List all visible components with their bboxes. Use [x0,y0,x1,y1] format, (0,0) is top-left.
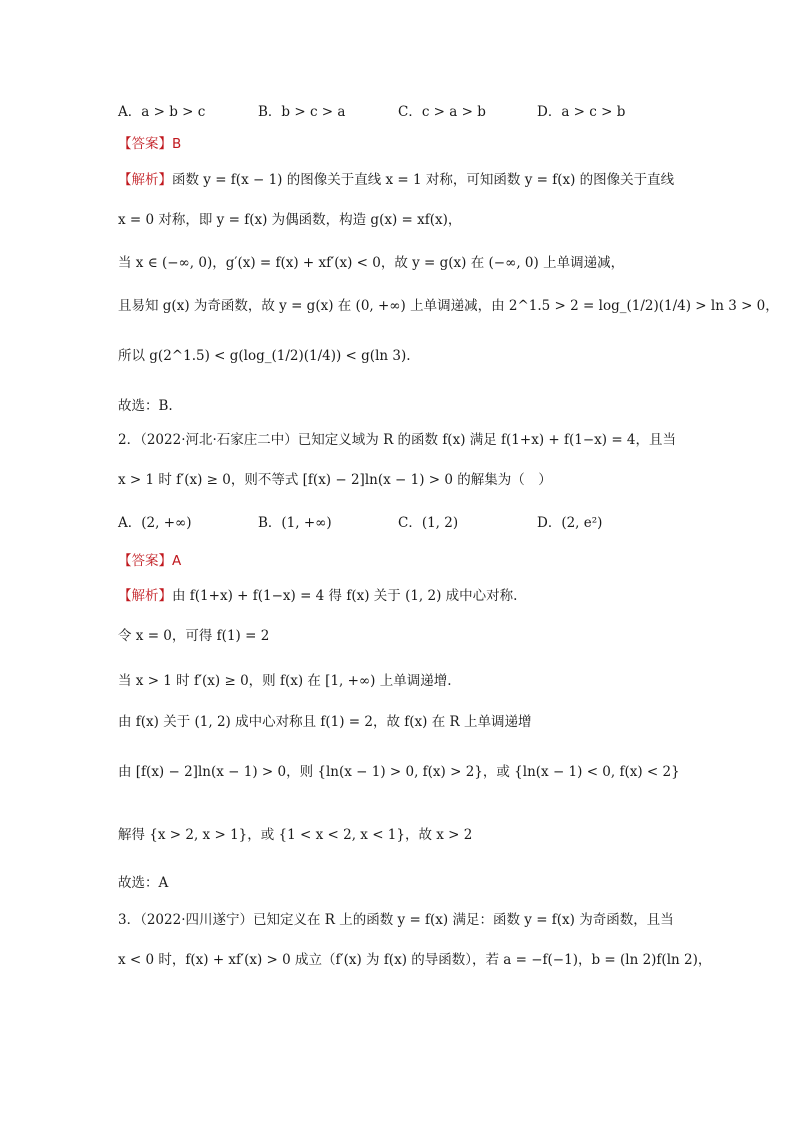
q2-stem-line-2: x > 1 时 f′(x) ≥ 0，则不等式 [f(x) − 2]ln(x − 1) > 0 的解集为（ ） [118,472,552,488]
q2-option-b: B．(1, +∞) [258,515,332,531]
q2-option-a: A．(2, +∞) [118,515,192,531]
q1-analysis-tag: 【解析】 [118,172,172,188]
q1-analysis-line-2: x = 0 对称，即 y = f(x) 为偶函数，构造 g(x) = xf(x)， [118,212,462,228]
q2-answer-line [118,551,181,571]
q2-analysis-line-1 [118,586,517,606]
q1-answer-line [118,134,181,154]
q1-analysis-text-1: 函数 y = f(x − 1) 的图像关于直线 x = 1 对称，可知函数 y = f(x) 的图像关于直线 [172,172,675,188]
q1-option-c: C．c > a > b [398,104,486,120]
q2-conclusion: 故选：A [118,875,169,891]
q1-analysis-line-4: 且易知 g(x) 为奇函数，故 y = g(x) 在 (0, +∞) 上单调递减，由 2^1.5 > 2 = log_(1/2)(1/4) > ln 3 > 0， [118,298,779,314]
q1-analysis-line-5: 所以 g(2^1.5) < g(log_(1/2)(1/4)) < g(ln 3). [118,348,411,364]
q2-option-c: C．(1, 2) [398,515,459,531]
q1-analysis-line-3: 当 x ∈ (−∞, 0)，g′(x) = f(x) + xf′(x) < 0，故 y = g(x) 在 (−∞, 0) 上单调递减， [118,255,625,271]
q1-option-b: B．b > c > a [258,104,346,120]
q2-analysis-tag: 【解析】 [118,588,172,604]
q2-answer-value: A [172,553,182,569]
q2-answer-tag: 【答案】 [118,553,172,569]
q2-analysis-line-5: 由 [f(x) − 2]ln(x − 1) > 0，则 {ln(x − 1) > 0, f(x) > 2}，或 {ln(x − 1) < 0, f(x) < 2} [118,764,680,780]
q2-analysis-line-2: 令 x = 0，可得 f(1) = 2 [118,628,270,644]
q2-option-d: D．(2, e²) [537,515,603,531]
q1-analysis-line-1 [118,170,674,190]
q2-analysis-line-4: 由 f(x) 关于 (1, 2) 成中心对称且 f(1) = 2，故 f(x) 在 R 上单调递增 [118,714,532,730]
q3-stem-line-1: 3．（2022·四川遂宁）已知定义在 R 上的函数 y = f(x) 满足：函数 y = f(x) 为奇函数，且当 [118,912,674,928]
q1-option-d: D．a > c > b [537,104,626,120]
q1-answer-tag: 【答案】 [118,136,172,152]
q1-conclusion: 故选：B. [118,398,173,414]
q3-stem-line-2: x < 0 时，f(x) + xf′(x) > 0 成立（f′(x) 为 f(x) 的导函数），若 a = −f(−1)，b = (ln 2)f(ln 2)， [118,952,712,968]
q2-analysis-line-6: 解得 {x > 2, x > 1}，或 {1 < x < 2, x < 1}，故 x > 2 [118,827,473,843]
q2-analysis-text-1: 由 f(1+x) + f(1−x) = 4 得 f(x) 关于 (1, 2) 成中心对称. [172,588,518,604]
q1-answer-value: B [172,136,182,152]
q2-analysis-line-3: 当 x > 1 时 f′(x) ≥ 0，则 f(x) 在 [1, +∞) 上单调递增. [118,673,452,689]
q1-option-a: A．a > b > c [118,104,206,120]
q2-stem-line-1: 2．（2022·河北·石家庄二中）已知定义域为 R 的函数 f(x) 满足 f(1+x) + f(1−x) = 4，且当 [118,432,677,448]
